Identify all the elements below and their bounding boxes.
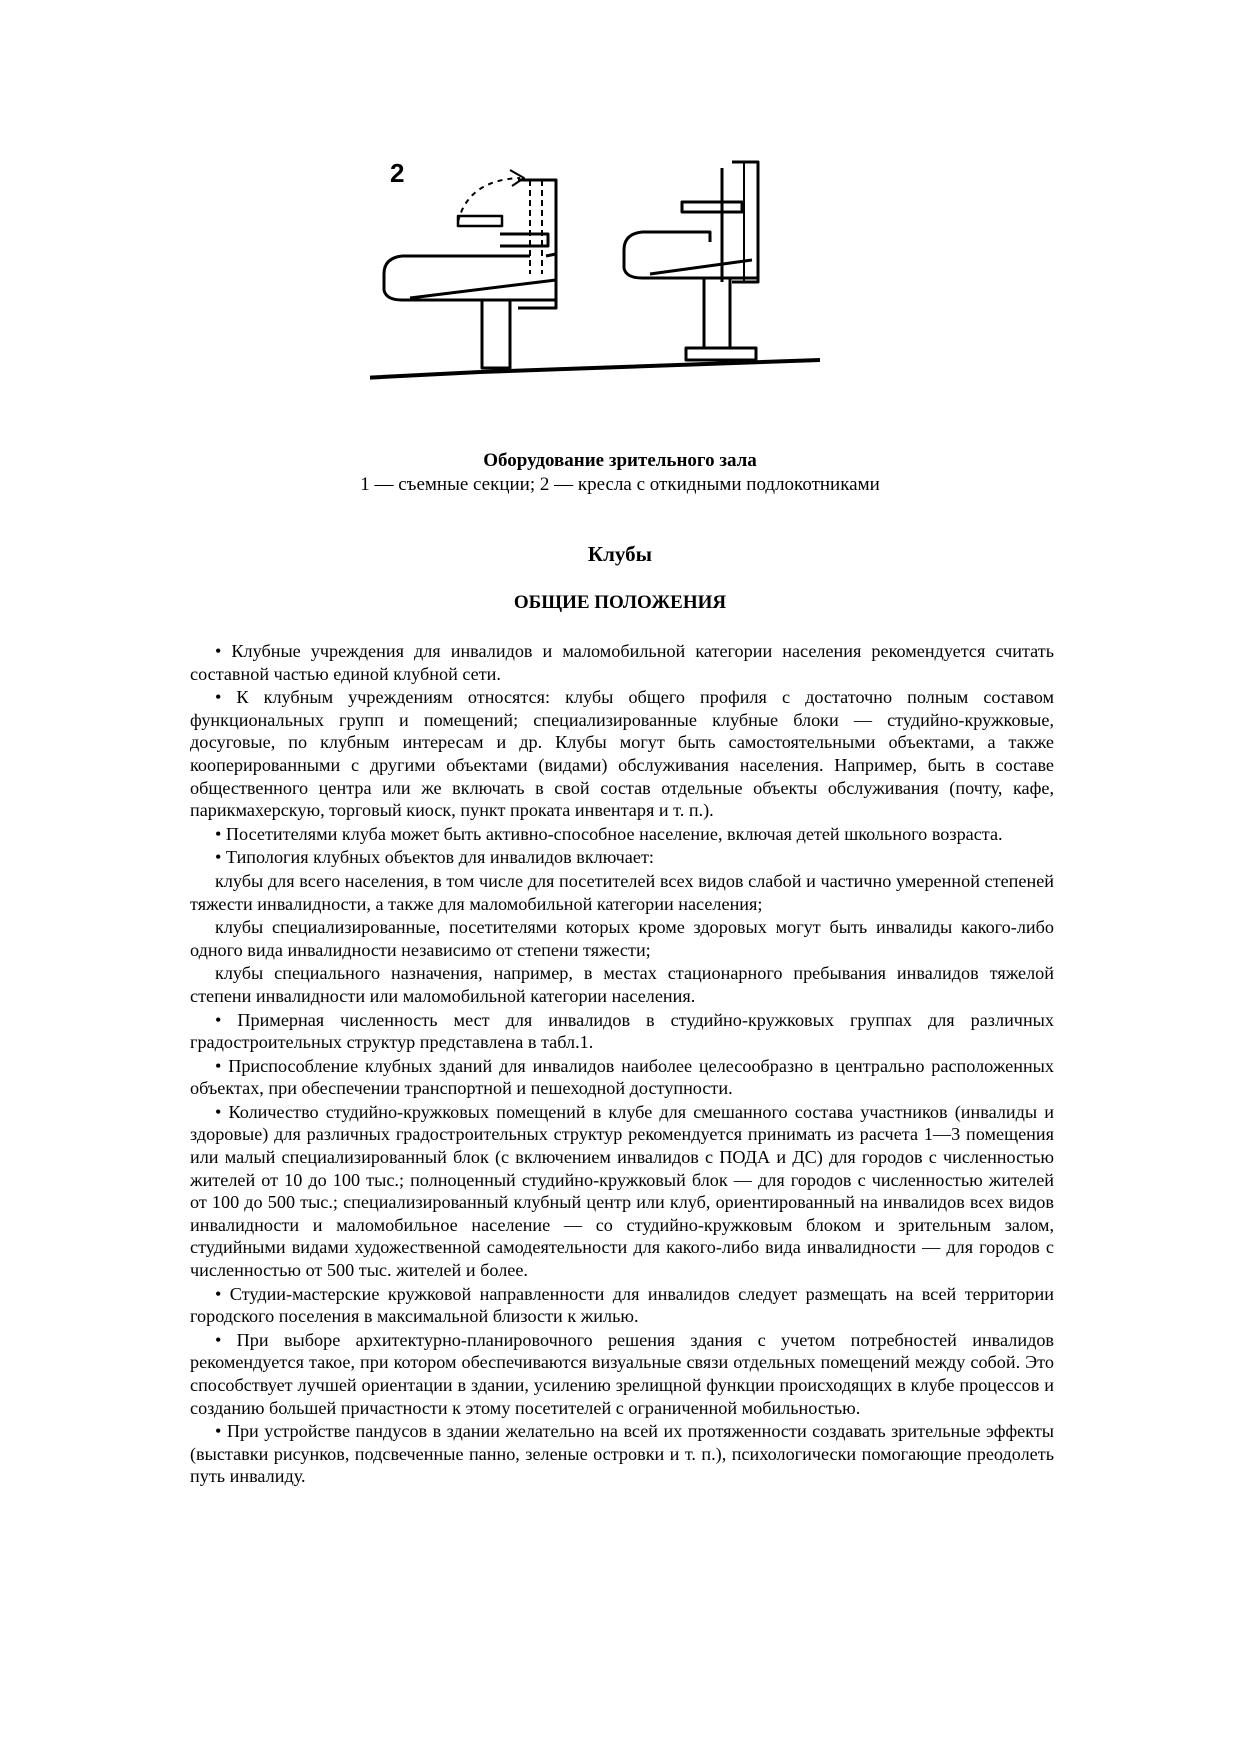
paragraph: • Клубные учреждения для инвалидов и маломобильной категории населения рекомендуется считать составной частью единой клубной сети.: [190, 641, 1054, 684]
figure-caption-title: Оборудование зрительного зала: [483, 450, 757, 471]
body-text: [190, 640, 1054, 1489]
paragraph: • К клубным учреждениям относятся: клубы общего профиля с достаточно полным составом функциональных групп и помещений; специализированные клубные блоки — студийно-кружковые, досуговые, по клубным интересам и др. Клубы могут быть самостоятельными объектами, а также кооперированными с другими объектами (видами) обслуживания населения. Например, быть в составе общественного центра или же включать в свой состав отдельные объекты обслуживания (почту, кафе, парикмахерскую, торговый киоск, пункт проката инвентаря и т. п.).: [190, 687, 1054, 821]
chairs-illustration: [370, 150, 930, 440]
paragraph: клубы для всего населения, в том числе для посетителей всех видов слабой и частично умеренной степеней тяжести инвалидности, а также для маломобильной категории населения;: [190, 870, 1054, 914]
paragraph: клубы специализированные, посетителями которых кроме здоровых могут быть инвалиды какого-либо одного вида инвалидности независимо от степени тяжести;: [190, 917, 1054, 960]
paragraph: • При устройстве пандусов в здании желательно на всей их протяженности создавать зрительные эффекты (выставки рисунков, подсвеченные панно, зеленые островки и т. п.), психологически помогающие преодолеть путь инвалиду.: [190, 1421, 1054, 1487]
paragraph: • Посетителями клуба может быть активно-способное население, включая детей школьного возраста.: [215, 823, 1003, 844]
paragraph: • Студии-мастерские кружковой направленности для инвалидов следует размещать на всей территории городского поселения в максимальной близости к жилью.: [190, 1283, 1054, 1327]
paragraph: • Примерная численность мест для инвалидов в студийно-кружковых группах для различных градостроительных структур представлена в табл.1.: [190, 1009, 1054, 1053]
paragraph: • Приспособление клубных зданий для инвалидов наиболее целесообразно в центрально расположенных объектах, при обеспечении транспортной и пешеходной доступности.: [190, 1055, 1054, 1099]
paragraph: • При выборе архитектурно-планировочного решения здания с учетом потребностей инвалидов рекомендуется такое, при котором обеспечиваются визуальные связи отдельных помещений между собой. Это способствует лучшей ориентации в здании, усилению зрелищной функции происходящих в клубе процессов и созданию большей причастности к этому посетителей с ограниченной мобильностью.: [190, 1329, 1054, 1418]
section-subtitle: ОБЩИЕ ПОЛОЖЕНИЯ: [513, 592, 727, 613]
figure-caption-text: 1 — съемные секции; 2 — кресла с откидными подлокотниками: [360, 474, 880, 495]
paragraph: • Типология клубных объектов для инвалидов включает:: [215, 847, 654, 868]
chair-standard: [624, 162, 758, 360]
seating-figure: [370, 150, 930, 440]
paragraph: • Количество студийно-кружковых помещений в клубе для смешанного состава участников (инвалиды и здоровые) для различных градостроительных структур рекомендуется принимать из расчета 1—3 помещения или малый специализированный блок (с включением инвалидов с ПОДА и ДС) для городов с численностью жителей от 10 до 100 тыс.; полноценный студийно-кружковый блок — для городов с численностью жителей от 100 до 500 тыс.; специализированный клубный центр или клуб, ориентированный на инвалидов всех видов инвалидности и маломобильное население — со студийно-кружковым блоком и зрительным залом, студийными видами художественной самодеятельности для какого-либо вида инвалидности — для городов с численностью от 500 тыс. жителей и более.: [190, 1101, 1054, 1281]
figure-number: 2: [390, 158, 405, 188]
section-title: Клубы: [587, 542, 653, 566]
paragraph: клубы специального назначения, например, в местах стационарного пребывания инвалидов тяжелой степени инвалидности или маломобильной категории населения.: [190, 963, 1054, 1006]
chair-folding-armrest: [384, 170, 556, 368]
floor-line: [370, 360, 820, 378]
